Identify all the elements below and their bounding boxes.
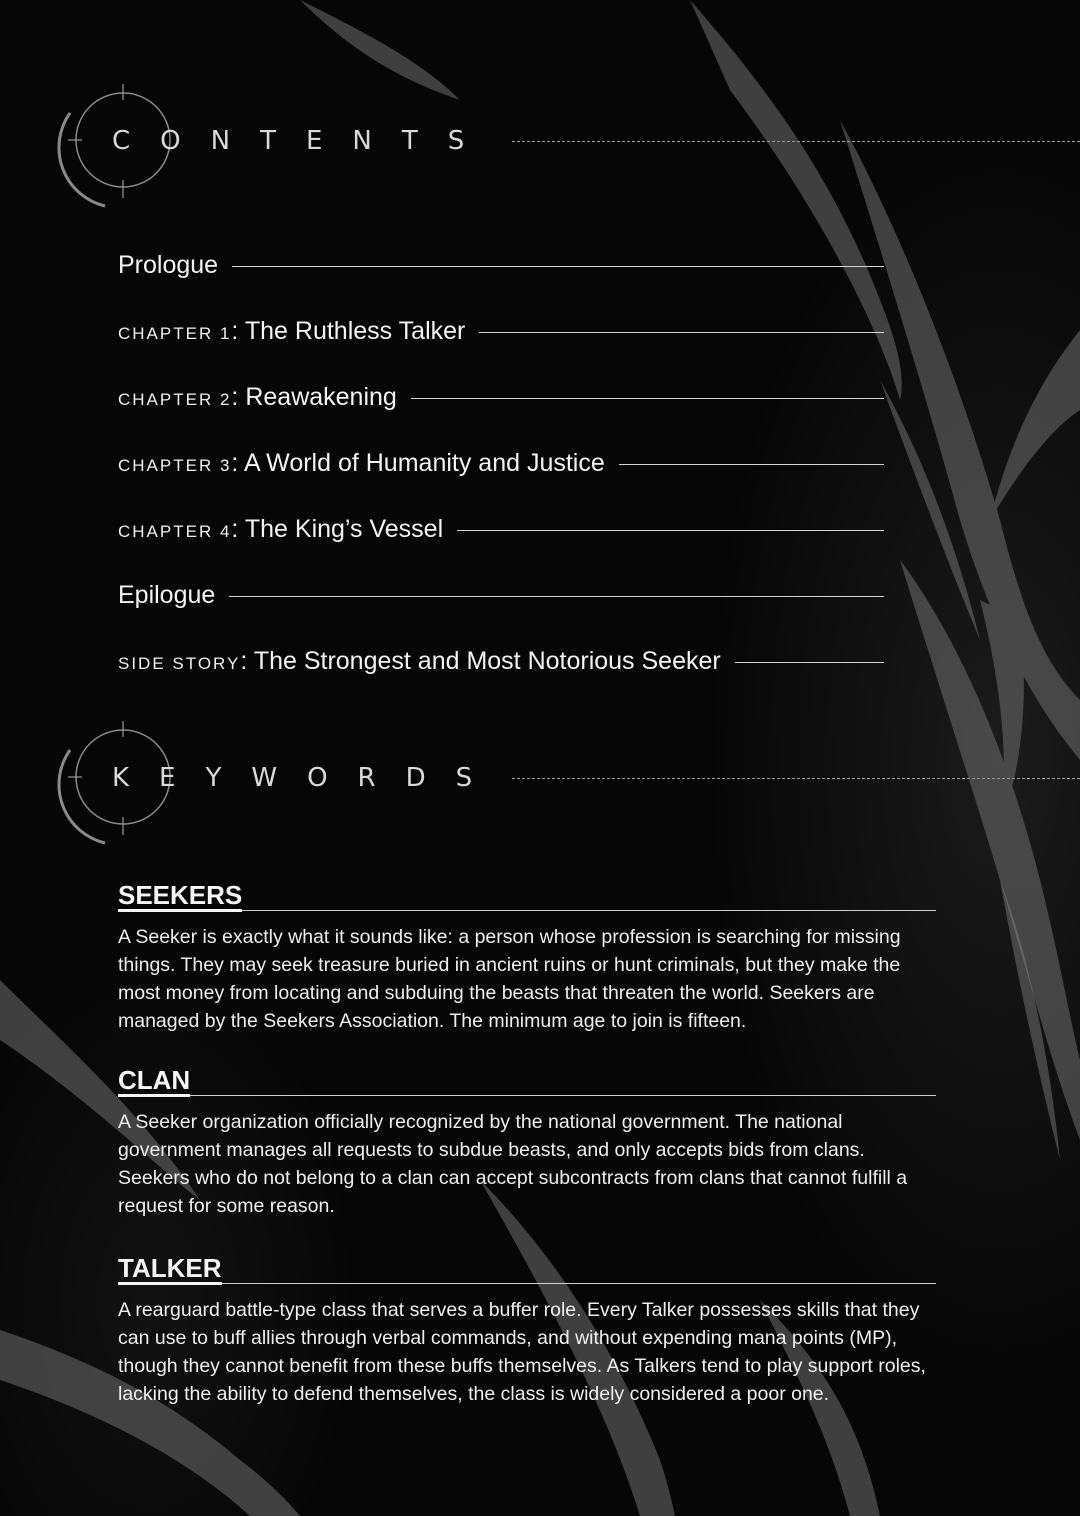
keywords-dashed-rule — [512, 778, 1080, 779]
keyword-term: TALKER — [118, 1253, 222, 1283]
toc-leader-line — [735, 662, 884, 663]
toc-leader-line — [232, 266, 884, 267]
keyword-heading-rule — [118, 1065, 936, 1096]
toc-entry-chapter-3[interactable] — [118, 430, 884, 496]
toc-separator: : — [231, 448, 244, 477]
keywords-title: KEYWORDS — [112, 763, 503, 793]
keyword-entry-talker — [118, 1253, 936, 1408]
toc-entry-chapter-2[interactable] — [118, 364, 884, 430]
toc-entry-title: Prologue — [118, 250, 219, 279]
toc-entry-epilogue[interactable] — [118, 562, 884, 628]
toc-separator: : — [231, 316, 245, 345]
keyword-definition: A Seeker organization officially recognized by the national government. The national government manages all requests to subdue beasts, and only accepts bids from clans. Seekers who do not belong to a clan can accept subcontracts from clans that cannot fulfill a request for some reason. — [118, 1111, 908, 1217]
toc-entry-prefix: CHAPTER 3 — [118, 455, 232, 475]
toc-leader-line — [619, 464, 884, 465]
toc-entry-prefix: CHAPTER 2 — [118, 389, 232, 409]
toc-entry-title: The King’s Vessel — [244, 514, 444, 543]
toc-leader-line — [479, 332, 884, 333]
toc-entry-prefix: SIDE STORY — [118, 653, 241, 673]
contents-dashed-rule — [512, 141, 1080, 142]
toc-entry-title: Epilogue — [118, 580, 216, 609]
toc-entry-title: Reawakening — [245, 382, 397, 411]
contents-title: CONTENTS — [112, 126, 495, 156]
toc-entry-chapter-4[interactable] — [118, 496, 884, 562]
toc-entry-title: A World of Humanity and Justice — [243, 448, 605, 477]
contents-heading — [0, 78, 1080, 218]
toc-entry-side-story[interactable] — [118, 628, 884, 694]
keyword-entry-seekers — [118, 880, 936, 1035]
toc-separator: : — [231, 382, 246, 411]
keywords-heading — [0, 715, 1080, 855]
keyword-heading-rule — [118, 880, 936, 911]
toc-entry-title: The Strongest and Most Notorious Seeker — [253, 646, 721, 675]
toc-leader-line — [457, 530, 884, 531]
keyword-definition: A rearguard battle-type class that serves a buffer role. Every Talker possesses skills that they can use to buff allies through verbal commands, and without expending mana points (MP), though they cannot benefit from these buffs themselves. As Talkers tend to play support roles, lacking the ability to defend themselves, the class is widely considered a poor one. — [118, 1299, 926, 1405]
toc-entry-prologue[interactable] — [118, 232, 884, 298]
keyword-definition: A Seeker is exactly what it sounds like: a person whose profession is searching for missing things. They may seek treasure buried in ancient ruins or hunt criminals, but they make the most money from locating and subduing the beasts that threaten the world. Seekers are managed by the Seekers Association. The minimum age to join is fifteen. — [118, 926, 901, 1032]
keyword-heading-rule — [118, 1253, 936, 1284]
keyword-term: SEEKERS — [118, 880, 243, 910]
keyword-entry-clan — [118, 1065, 936, 1220]
toc-separator: : — [231, 514, 245, 543]
toc-entry-title: The Ruthless Talker — [244, 316, 466, 345]
toc-separator: : — [240, 646, 254, 675]
table-of-contents — [118, 232, 884, 694]
toc-entry-prefix: CHAPTER 1 — [118, 323, 232, 343]
toc-leader-line — [229, 596, 884, 597]
toc-entry-prefix: CHAPTER 4 — [118, 521, 232, 541]
keyword-term: CLAN — [118, 1065, 191, 1095]
toc-leader-line — [411, 398, 884, 399]
toc-entry-chapter-1[interactable] — [118, 298, 884, 364]
